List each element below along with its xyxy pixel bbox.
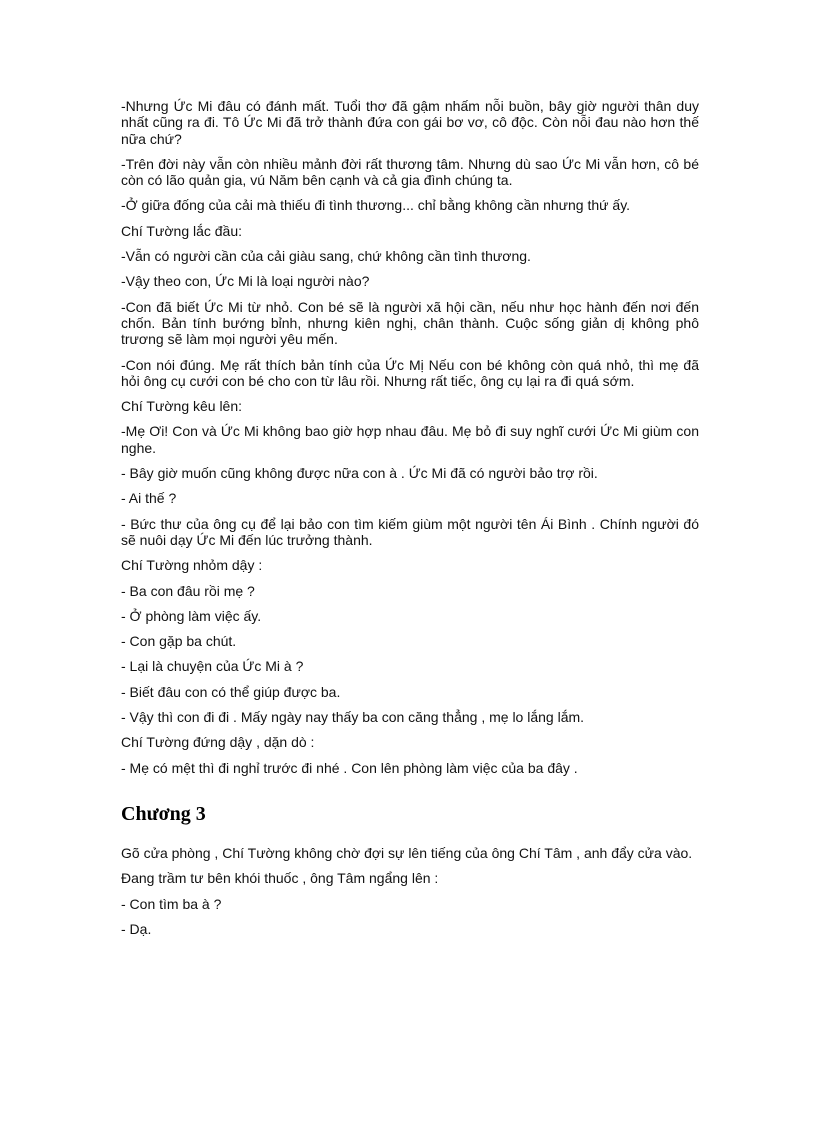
paragraph: - Bây giờ muốn cũng không được nữa con à . Ức Mi đã có người bảo trợ rồi. bbox=[121, 465, 598, 482]
paragraph: - Lại là chuyện của Ức Mi à ? bbox=[121, 658, 304, 675]
paragraph: Chí Tường nhỏm dậy : bbox=[121, 557, 263, 574]
paragraph: -Trên đời này vẫn còn nhiều mảnh đời rất thương tâm. Nhưng dù sao Ức Mi vẫn hơn, cô bé còn có lão quản gia, vú Năm bên cạnh và cả gia đình chúng ta. bbox=[121, 155, 699, 189]
paragraph: - Ba con đâu rồi mẹ ? bbox=[121, 582, 255, 599]
paragraph: Chí Tường đứng dậy , dặn dò : bbox=[121, 734, 315, 751]
paragraph: Chí Tường kêu lên: bbox=[121, 398, 243, 415]
paragraph: -Nhưng Ức Mi đâu có đánh mất. Tuổi thơ đã gậm nhấm nỗi buồn, bây giờ người thân duy nhất cũng ra đi. Tô Ức Mi đã trở thành đứa con gái bơ vơ, cô độc. Còn nỗi đau nào hơn thế nữa chứ? bbox=[121, 98, 699, 147]
paragraph: - Ở phòng làm việc ấy. bbox=[121, 607, 262, 624]
paragraph: -Vẫn có người cần của cải giàu sang, chứ không cần tình thương. bbox=[121, 248, 531, 265]
paragraph: - Dạ. bbox=[121, 920, 152, 937]
paragraph: -Mẹ Ơi! Con và Ức Mi không bao giờ hợp nhau đâu. Mẹ bỏ đi suy nghĩ cưới Ức Mi giùm con nghe. bbox=[121, 423, 699, 456]
chapter-heading: Chương 3 bbox=[121, 802, 206, 825]
paragraph: -Con đã biết Ức Mi từ nhỏ. Con bé sẽ là người xã hội cần, nếu như học hành đến nơi đến chốn. Bản tính bướng bỉnh, nhưng kiên nghị, chân thành. Cuộc sống giản dị không phô trương sẽ làm mọi người yêu mến. bbox=[121, 298, 699, 348]
paragraph: - Biết đâu con có thể giúp được ba. bbox=[121, 683, 341, 700]
paragraph: - Con gặp ba chút. bbox=[121, 633, 237, 650]
paragraph: - Bức thư của ông cụ để lại bảo con tìm kiếm giùm một người tên Ái Bình . Chính người đó sẽ nuôi dạy Ức Mi đến lúc trưởng thành. bbox=[121, 515, 699, 548]
paragraph: Đang trầm tư bên khói thuốc , ông Tâm ngẩng lên : bbox=[121, 870, 439, 887]
paragraph: Gõ cửa phòng , Chí Tường không chờ đợi sự lên tiếng của ông Chí Tâm , anh đẩy cửa vào. bbox=[121, 844, 693, 861]
paragraph: -Con nói đúng. Mẹ rất thích bản tính của Ức Mị Nếu con bé không còn quá nhỏ, thì mẹ đã hỏi ông cụ cưới con bé cho con từ lâu rồi. Nhưng rất tiếc, ông cụ lại ra đi quá sớm. bbox=[121, 356, 699, 389]
paragraph: Chí Tường lắc đầu: bbox=[121, 222, 243, 239]
paragraph: - Vậy thì con đi đi . Mấy ngày nay thấy ba con căng thẳng , mẹ lo lắng lắm. bbox=[121, 709, 585, 726]
document-page bbox=[121, 98, 699, 946]
paragraph: - Ai thế ? bbox=[121, 490, 177, 507]
paragraph: -Ở giữa đống của cải mà thiếu đi tình thương... chỉ bằng không cần nhưng thứ ấy. bbox=[121, 197, 631, 214]
paragraph: - Con tìm ba à ? bbox=[121, 895, 222, 912]
paragraph: -Vậy theo con, Ức Mi là loại người nào? bbox=[121, 273, 370, 290]
paragraph: - Mẹ có mệt thì đi nghỉ trước đi nhé . Con lên phòng làm việc của ba đây . bbox=[121, 759, 578, 776]
